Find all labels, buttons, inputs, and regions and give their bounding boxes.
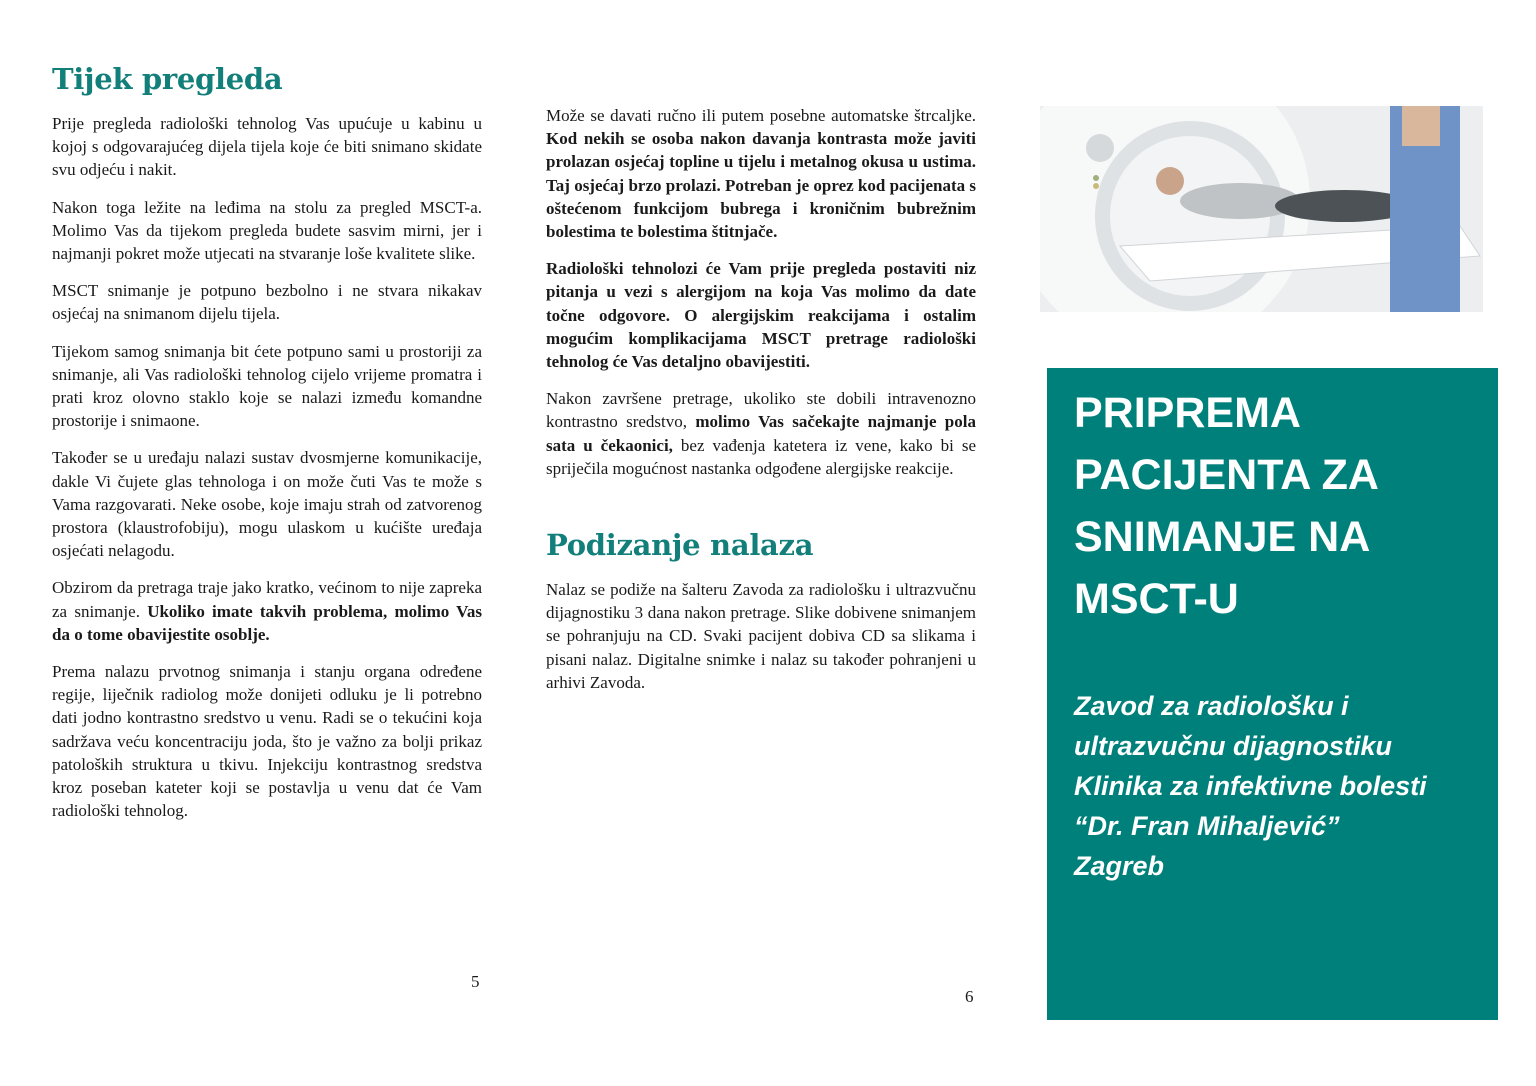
paragraph: Tijekom samog snimanja bit ćete potpuno sami u prostoriji za snimanje, ali Vas radiološki tehnolog cijelo vrijeme promatra i prati kroz olovno staklo koje se nalazi između komandne prostorije i snimaone.: [52, 341, 482, 431]
subtitle-line: Zavod za radiološku i: [1074, 691, 1349, 721]
cover-panel: [1047, 368, 1498, 1020]
bold-text: molimo Vas sačekajte najmanje pola sata u čekaonici,: [546, 412, 976, 455]
paragraph: Prije pregleda radiološki tehnolog Vas upućuje u kabinu u kojoj s odgovarajućeg dijela tijela koje će biti snimano skidate svu odjeću i nakit.: [52, 114, 482, 180]
paragraph: [546, 257, 976, 373]
page-number: 6: [965, 987, 974, 1006]
paragraph: MSCT snimanje je potpuno bezbolno i ne stvara nikakav osjećaj na snimanom dijelu tijela.: [52, 281, 482, 324]
bold-text: Radiološki tehnolozi će Vam prije pregleda postaviti niz pitanja u vezi s alergijom na koja Vas molimo da date točne odgovore. O alergijskim reakcijama i ostalim mogućim komplikacijama MSCT pretrage radiološki tehnolog će Vas detaljno obavijestiti.: [546, 259, 976, 372]
heading-podizanje-nalaza: Podizanje nalaza: [546, 528, 814, 563]
paragraph: [52, 576, 482, 646]
text: Nakon završene pretrage, ukoliko ste dobili intravenozno kontrastno sredstvo,: [546, 389, 976, 432]
ct-scanner-illustration: [1040, 106, 1483, 312]
paragraph: Prema nalazu prvotnog snimanja i stanju organa određene regije, liječnik radiolog može donijeti odluku je li potrebno dati jodno kontrastno sredstvo u venu. Radi se o tekućini koja sadržava veću koncentraciju joda, što je važno za bolji prikaz patoloških struktura u tkivu. Injekciju kontrastnog sredstva kroz poseban kateter koji se postavlja u venu dat će Vam radiološki tehnolog.: [52, 662, 482, 821]
subtitle-line: “Dr. Fran Mihaljević”: [1074, 811, 1340, 841]
paragraph: [546, 104, 976, 243]
title-line: PRIPREMA: [1074, 389, 1301, 437]
text: Može se davati ručno ili putem posebne automatske štrcaljke.: [546, 106, 976, 125]
title-line: MSCT-U: [1074, 575, 1239, 623]
bold-text: Ukoliko imate takvih problema, molimo Vas da o tome obavijestite osoblje.: [52, 601, 482, 644]
text: Obzirom da pretraga traje jako kratko, većinom to nije zapreka za snimanje.: [52, 578, 482, 621]
bold-text: Kod nekih se osoba nakon davanja kontrasta može javiti prolazan osjećaj topline u tijelu i metalnog okusa u ustima. Taj osjećaj brzo prolazi. Potreban je oprez kod pacijenata s oštećenom funkcijom bubrega i kroničnim bubrežnim bolestima te bolestima štitnjače.: [546, 129, 976, 242]
heading-tijek-pregleda: Tijek pregleda: [52, 62, 283, 96]
page-number: 5: [471, 972, 480, 991]
middle-page-column: [546, 104, 976, 708]
paragraph: Nakon toga ležite na leđima na stolu za pregled MSCT-a. Molimo Vas da tijekom pregleda budete sasvim mirni, jer i najmanji pokret može utjecati na stvaranje loše kvalitete slike.: [52, 197, 482, 264]
cover-institution: [1074, 686, 1427, 886]
title-line: SNIMANJE NA: [1074, 513, 1371, 561]
subtitle-line: Klinika za infektivne bolesti: [1074, 771, 1427, 801]
subtitle-line: ultrazvučnu dijagnostiku: [1074, 731, 1393, 761]
paragraph: Također se u uređaju nalazi sustav dvosmjerne komunikacije, dakle Vi čujete glas tehnologa i on može čuti Vas te može s Vama razgovarati. Neke osobe, koje imaju strah od zatvorenog prostora (klaustrofobiju), mogu ulaskom u kućište uređaja osjećati nelagodu.: [52, 448, 482, 561]
cover-title: [1074, 382, 1379, 630]
paragraph: Nalaz se podiže na šalteru Zavoda za radiološku i ultrazvučnu dijagnostiku 3 dana nakon pretrage. Slike dobivene snimanjem se pohranjuju na CD. Svaki pacijent dobiva CD sa slikama i pisani nalaz. Digitalne snimke i nalaz su također pohranjeni u arhivi Zavoda.: [546, 580, 976, 692]
text: bez vađenja katetera iz vene, kako bi se spriječila mogućnost nastanka odgođene alergijske reakcije.: [546, 435, 976, 478]
paragraph: [546, 387, 976, 480]
title-line: PACIJENTA ZA: [1074, 451, 1379, 499]
ct-scanner-photo: [1040, 106, 1483, 312]
left-page-column: [52, 62, 482, 836]
subtitle-line: Zagreb: [1074, 851, 1165, 881]
